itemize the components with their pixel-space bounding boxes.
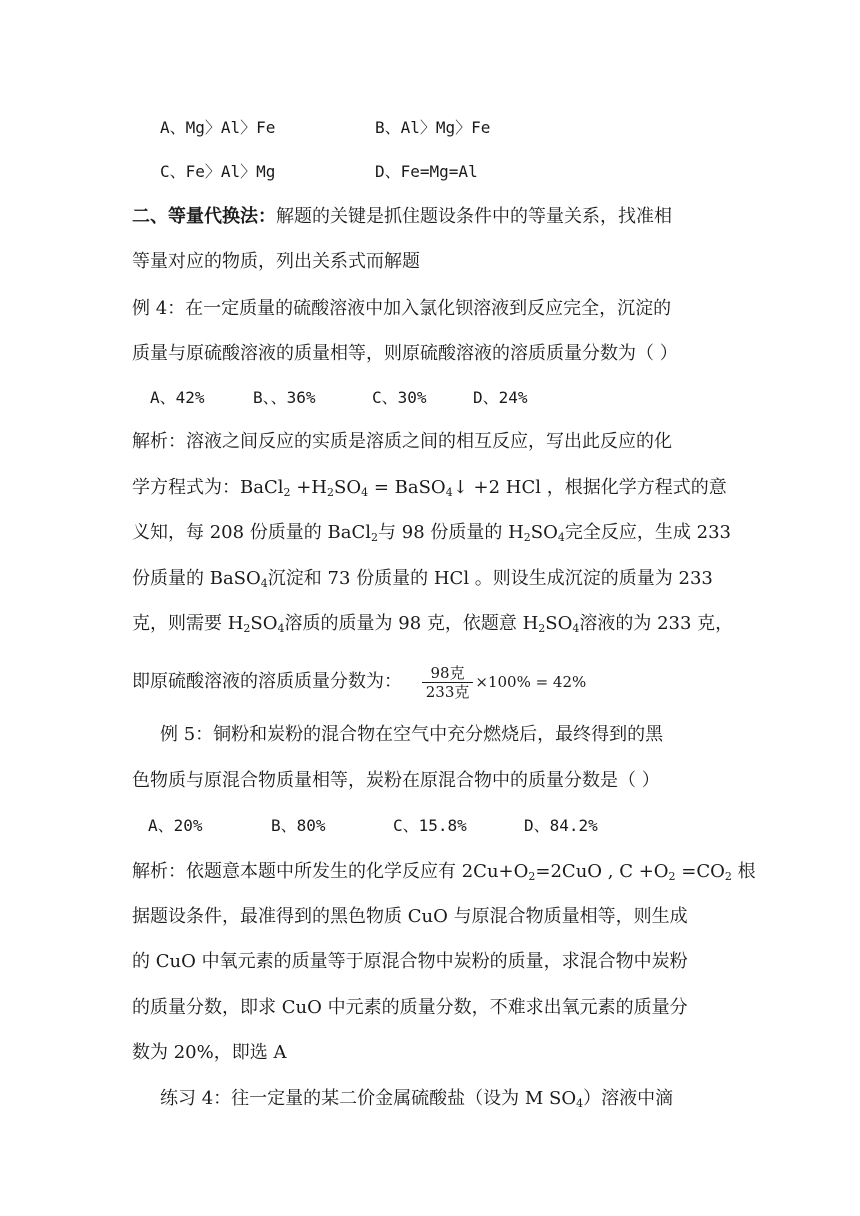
subscript: 2 (283, 486, 291, 499)
text-run: SO (334, 477, 362, 498)
ex4-option-b: B、、36% (253, 388, 316, 407)
ex5-analysis-line-4: 的质量分数，即求 CuO 中元素的质量分数，不难求出氧元素的质量分 (132, 997, 688, 1018)
text-run: 沉淀和 73 份质量的 HCl 。则设生成沉淀的质量为 233 (267, 568, 713, 589)
ex4-option-a: A、42% (150, 388, 205, 407)
ex4-option-c: C、30% (372, 388, 427, 407)
ex4-analysis-line-6 (132, 660, 732, 704)
text-run: +H (290, 477, 328, 498)
subscript: 2 (528, 870, 536, 883)
text-run: 根 (731, 861, 756, 882)
ex4-analysis-line-5 (132, 612, 732, 641)
subscript: 2 (724, 870, 732, 883)
practice-4-line-1 (160, 1087, 740, 1116)
text-run: ↓ +2 HCl ，根据化学方程式的意 (452, 477, 727, 498)
example-4-line-1: 例 4：在一定质量的硫酸溶液中加入氯化钡溶液到反应完全，沉淀的 (132, 298, 672, 319)
subscript: 4 (576, 1097, 584, 1110)
ex5-analysis-line-3: 的 CuO 中氧元素的质量等于原混合物中炭粉的质量，求混合物中炭粉 (132, 951, 688, 972)
text-run: SO (530, 522, 558, 543)
subscript: 4 (277, 622, 285, 635)
text-run: 学方程式为：BaCl (132, 477, 284, 498)
ex5-option-c: C、15.8% (393, 816, 467, 835)
text-run: =CO (675, 861, 725, 882)
fraction-numerator: 98克 (422, 664, 474, 683)
ex4-analysis-line-1: 解析：溶液之间反应的实质是溶质之间的相互反应，写出此反应的化 (132, 431, 672, 452)
option-a: A、Mg〉Al〉Fe (160, 118, 276, 137)
text-run: ）溶液中滴 (583, 1088, 674, 1109)
option-d: D、Fe=Mg=Al (375, 162, 478, 181)
subscript: 2 (668, 870, 676, 883)
subscript: 2 (243, 622, 251, 635)
text-run: 克，则需要 H (132, 613, 244, 634)
subscript: 2 (523, 531, 531, 544)
example-5-line-1: 例 5：铜粉和炭粉的混合物在空气中充分燃烧后，最终得到的黑 (160, 724, 664, 745)
ex4-analysis-line-2 (132, 476, 732, 505)
text-run: = BaSO (368, 477, 446, 498)
text-run: SO (250, 613, 278, 634)
ex5-option-d: D、84.2% (524, 816, 598, 835)
subscript: 2 (371, 531, 379, 544)
ex5-option-b: B、80% (271, 816, 326, 835)
text-run: 解析：依题意本题中所发生的化学反应有 2Cu+O (132, 861, 529, 882)
text-run: 即原硫酸溶液的溶质质量分数为： (132, 671, 402, 692)
subscript: 2 (538, 622, 546, 635)
formula-result: ×100% = 42% (475, 673, 587, 691)
section-2-text-1: 解题的关键是抓住题设条件中的等量关系，找准相 (276, 206, 672, 227)
text-run: 完全反应，生成 233 (564, 522, 731, 543)
ex4-analysis-line-4 (132, 567, 732, 596)
subscript: 2 (327, 486, 335, 499)
section-2-heading: 二、等量代换法： (132, 206, 276, 227)
text-run: 溶质的质量为 98 克，依题意 H (284, 613, 539, 634)
fraction-denominator: 233克 (425, 682, 470, 701)
ex5-analysis-line-5: 数为 20%，即选 A (132, 1042, 287, 1063)
subscript: 4 (572, 622, 580, 635)
text-run: =2CuO , C +O (535, 861, 669, 882)
text-run: 溶液的为 233 克， (579, 613, 734, 634)
subscript: 4 (557, 531, 565, 544)
option-b: B、Al〉Mg〉Fe (375, 118, 491, 137)
ex5-analysis-line-2: 据题设条件，最准得到的黑色物质 CuO 与原混合物质量相等，则生成 (132, 906, 688, 927)
text-run: 义知，每 208 份质量的 BaCl (132, 522, 372, 543)
section-2-paragraph (132, 205, 732, 229)
text-run: 份质量的 BaSO (132, 568, 261, 589)
ex4-option-d: D、24% (473, 388, 528, 407)
ex5-option-a: A、20% (148, 816, 203, 835)
fraction-formula (422, 664, 474, 701)
section-2-text-2: 等量对应的物质，列出关系式而解题 (132, 251, 420, 272)
subscript: 4 (260, 577, 268, 590)
example-5-line-2: 色物质与原混合物质量相等，炭粉在原混合物中的质量分数是（ ） (132, 770, 660, 791)
subscript: 4 (445, 486, 453, 499)
ex4-analysis-line-3 (132, 521, 732, 550)
example-4-line-2: 质量与原硫酸溶液的质量相等，则原硫酸溶液的溶质质量分数为（ ） (132, 343, 678, 364)
text-run: SO (545, 613, 573, 634)
subscript: 4 (361, 486, 369, 499)
option-c: C、Fe〉Al〉Mg (160, 162, 276, 181)
ex5-analysis-line-1 (132, 860, 756, 889)
text-run: 与 98 份质量的 H (378, 522, 524, 543)
text-run: 练习 4：往一定量的某二价金属硫酸盐（设为 M SO (160, 1088, 577, 1109)
